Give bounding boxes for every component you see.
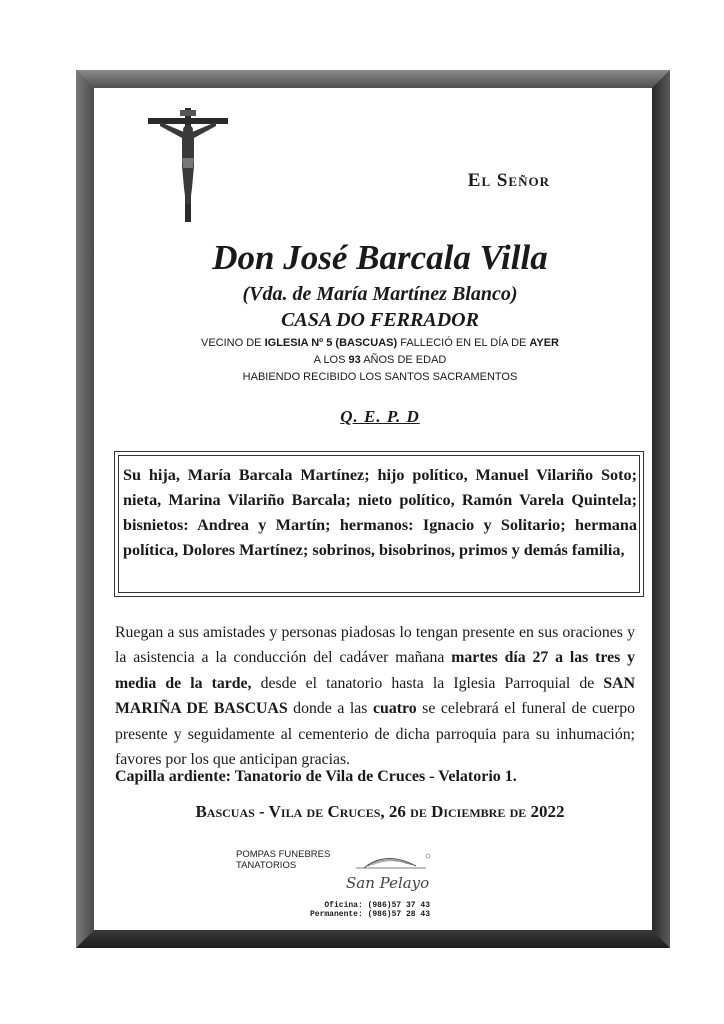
office-phone: Oficina: (986)57 37 43 bbox=[324, 901, 430, 910]
san-pelayo-logo bbox=[336, 846, 436, 896]
funeral-home-contact bbox=[280, 901, 430, 919]
detail-line-age: A LOS 93 AÑOS DE EDAD bbox=[313, 354, 447, 366]
family-box bbox=[114, 451, 644, 597]
capilla-ardiente: Capilla ardiente: Tanatorio de Vila de Cruces - Velatorio 1. bbox=[115, 768, 517, 785]
frame-bottom-bevel bbox=[76, 930, 670, 948]
announcement-text: Ruegan a sus amistades y personas piadosas lo tengan presente en sus oraciones y la asistencia a la conducción del cadáver mañana martes día 27 a las tres y media de la tarde, desde el tanatorio hasta la Iglesia Parroquial de SAN MARIÑA DE BASCUAS donde a las cuatro se celebrará el funeral de cuerpo presente y seguidamente al cementerio de dicha parroquia para su inhumación; favores por los que anticipan gracias. bbox=[115, 624, 635, 769]
widow-of: (Vda. de María Martínez Blanco) bbox=[242, 283, 518, 305]
detail-line-residence: VECINO DE IGLESIA Nº 5 (BASCUAS) FALLECIÓ EN EL DÍA DE AYER bbox=[201, 337, 559, 349]
title-el-senor: El Señor bbox=[467, 170, 550, 191]
svg-text:San Pelayo: San Pelayo bbox=[346, 874, 430, 892]
deceased-name: Don José Barcala Villa bbox=[212, 238, 548, 277]
frame-top-bevel bbox=[76, 70, 670, 88]
permanent-phone: Permanente: (986)57 28 43 bbox=[309, 910, 430, 919]
funeral-home-label: POMPAS FUNEBRES TANATORIOS bbox=[236, 849, 331, 871]
place-date: Bascuas - Vila de Cruces, 26 de Diciembre de 2022 bbox=[195, 802, 565, 821]
crucifix-icon bbox=[148, 108, 228, 222]
frame-left-bevel bbox=[76, 70, 94, 948]
detail-line-sacraments: HABIENDO RECIBIDO LOS SANTOS SACRAMENTOS bbox=[242, 371, 518, 383]
family-text: Su hija, María Barcala Martínez; hijo político, Manuel Vilariño Soto; nieta, Marina Vilariño Barcala; nieto político, Ramón Varela Quintela; bisnietos: Andrea y Martín; hermanos: Ignacio y Solitario; hermana política, Dolores Martínez; sobrinos, bisobrinos, primos y demás familia, bbox=[118, 455, 640, 593]
house-name: CASA DO FERRADOR bbox=[281, 309, 479, 331]
qepd: Q. E. P. D bbox=[340, 407, 420, 426]
